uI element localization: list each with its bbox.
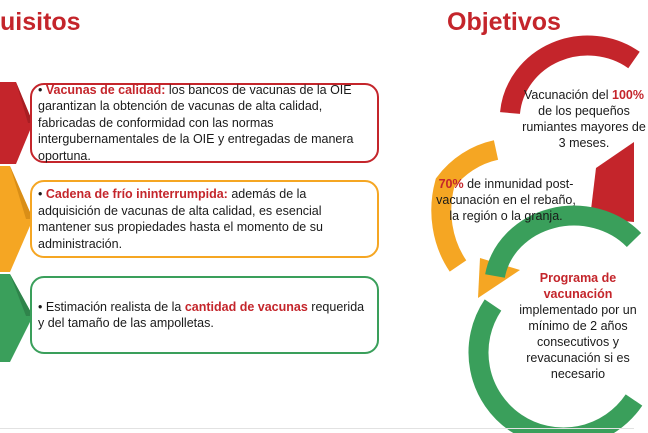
- requirement-text: los bancos de vacunas de la OIE garantizan la obtención de vacunas de alta calidad, fabricadas de conformidad con las normas intergubernamentales de la OIE y entregadas de manera oportuna.: [38, 82, 354, 163]
- requirement-highlight: cantidad de vacunas: [184, 299, 308, 314]
- requirement-highlight: Cadena de frío ininterrumpida:: [45, 187, 228, 201]
- requirement-highlight: Vacunas de calidad:: [45, 82, 166, 97]
- requirement-text-after: requerida y del tamaño de las ampolletas.: [38, 299, 365, 330]
- bottom-divider: [0, 428, 634, 429]
- objective-highlight: Programa de vacunación: [539, 271, 617, 301]
- requirement-text-before: Estimación realista de la: [45, 299, 182, 314]
- bullet: •: [38, 299, 43, 314]
- requirement-box-quality: [30, 83, 379, 163]
- green-cycle-arc: [495, 216, 634, 276]
- objective-post: de inmunidad post- vacunación en el rebaño, la región o la granja.: [436, 177, 576, 223]
- requirement-box-quantity: [30, 276, 379, 354]
- objective-highlight: 100%: [612, 88, 645, 102]
- objective-vaccination-coverage: [520, 87, 648, 151]
- objetivos-heading: Objetivos: [447, 8, 561, 36]
- bullet: •: [38, 82, 43, 97]
- objective-highlight: 70%: [438, 177, 464, 191]
- objective-post: implementado por un mínimo de 2 años consecutivos y revacunación si es necesario: [519, 303, 637, 381]
- requisitos-heading: uisitos: [0, 8, 81, 36]
- objective-post: de los pequeños rumiantes mayores de 3 meses.: [522, 104, 646, 150]
- bullet: •: [38, 187, 43, 201]
- objective-pre: Vacunación del: [523, 88, 609, 102]
- requirement-text: además de la adquisición de vacunas de alta calidad, es esencial mantener sus propiedades hasta el momento de su administración.: [38, 187, 323, 251]
- requirement-box-cold-chain: [30, 180, 379, 258]
- objective-herd-immunity: [436, 176, 576, 224]
- objective-vaccination-program: [508, 270, 648, 382]
